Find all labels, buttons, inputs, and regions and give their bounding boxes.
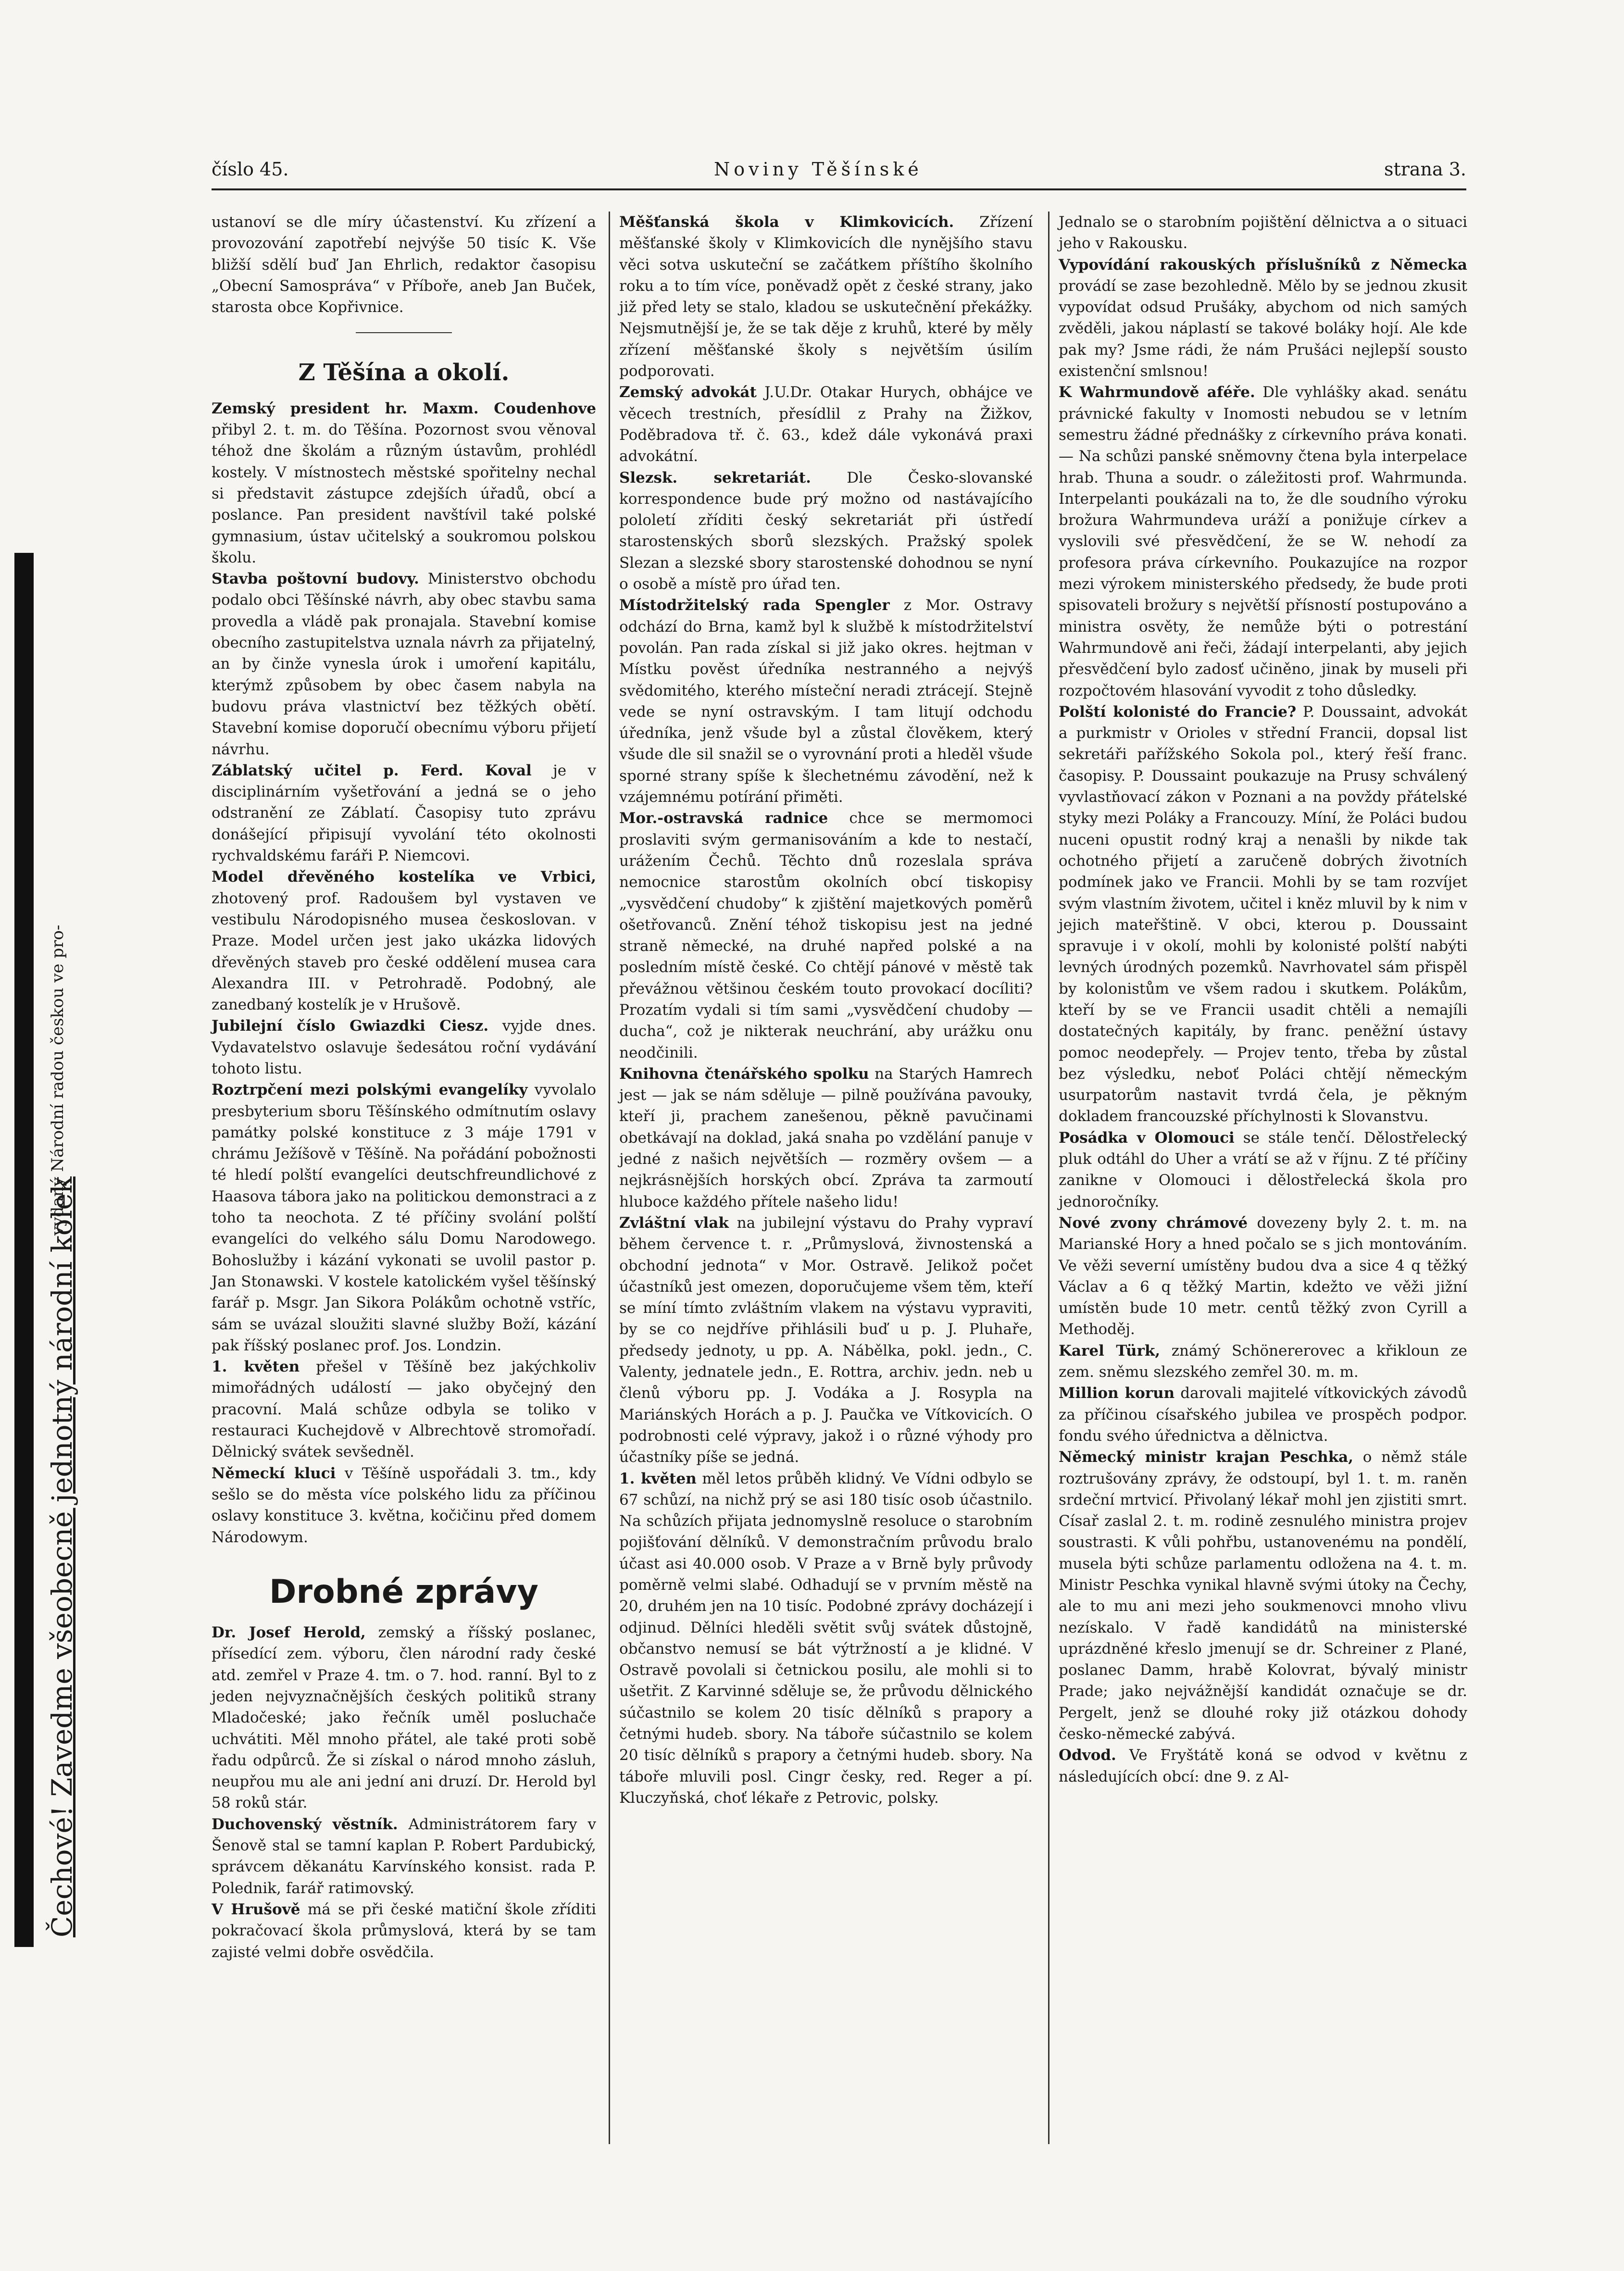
article-text: měl letos průběh klidný. Ve Vídni odbylo se 67 schůzí, na nichž prý se asi 180 tisíc osob účastnilo. Na schůzích přijata jednomyslně resoluce o starobním pojišťování dělníků. V demonstračním průvodu bralo účast asi 40.000 osob. V Praze a v Brně byly průvody poměrně velmi slabé. Odhadují se v prvním městě na 20, druhém jen na 10 tisíc. Podobné zprávy docházejí i odjinud. Dělníci hleděli světit svůj svátek důstojně, občanstvo nemusí se bát výtržností a je klidné. V Ostravě povolali si četnickou posilu, ale mohli si to ušetřit. Z Karvinné sděluje se, že průvodu dělnického súčastnilo se kolem 20 tisíc dělníků s prapory a četnými hudeb. sbory. Na táboře súčastnilo se kolem 20 tisíc dělníků s prapory a četnými hudeb. sbory. Na táboře mluvili posl. Cingr česky, red. Reger a pí. Kluczyňská, choť lékaře z Petrovic, polsky. xyxy=(619,1470,1033,1807)
article-headline: Dr. Josef Herold, xyxy=(212,1624,366,1642)
article xyxy=(1059,1127,1467,1212)
column-3 xyxy=(1059,212,1467,1787)
article-headline: Slezsk. sekretariát. xyxy=(619,469,811,487)
article-headline: Million korun xyxy=(1059,1385,1175,1402)
article-text: Ve Fryštátě koná se odvod v květnu z následujících obcí: dne 9. z Al- xyxy=(1059,1747,1467,1785)
article-text: dovezeny byly 2. t. m. na Marianské Hory a hned počalo se s jich montováním. Ve věži severní umístěny budou dva a sice 4 q těžký Václav a 6 q těžký Martin, kdežto ve věži jižní umístěn bude 10 metr. centů těžký zvon Cyrill a Methoděj. xyxy=(1059,1214,1467,1338)
article-text: v Těšíně uspořádali 3. tm., kdy sešlo se do města více polského lidu za příčinou oslavy konstituce 3. května, kočičinu před domem Národowym. xyxy=(212,1464,597,1546)
article-text: Dle Česko-slovanské korrespondence bude prý možno od nastávajícího pololetí zříditi český sekretariát při ústředí starostenských sborů slezských. Pražský spolek Slezan a slezské sbory starostenské dohodnou se nyní o osobě a místě pro úřad ten. xyxy=(619,469,1033,593)
section-title-drobne-zpravy: Drobné zprávy xyxy=(269,1572,538,1611)
article-headline: Zemský president hr. Maxm. Coudenhove xyxy=(212,399,596,417)
article xyxy=(1059,254,1467,382)
article xyxy=(619,212,1033,382)
article xyxy=(212,866,596,1015)
article-text: vyjde dnes. Vydavatelstvo oslavuje šedesátou roční vydávání tohoto listu. xyxy=(212,1017,596,1077)
article-headline: Záblatský učitel p. Ferd. Koval xyxy=(212,761,532,779)
article xyxy=(212,1622,596,1814)
article-headline: Stavba poštovní budovy. xyxy=(212,570,419,588)
article-text: je v disciplinárním vyšetřování a jedná se o jeho odstranění ze Záblatí. Časopisy tuto zprávu donášející připisují vyvolání této okolnosti rychvaldskému faráři P. Niemcovi. xyxy=(212,761,596,865)
article xyxy=(619,1063,1033,1212)
article xyxy=(1059,1745,1467,1787)
article xyxy=(1059,1447,1467,1745)
article-text: P. Doussaint, advokát a purkmistr v Orioles v střední Francii, dopsal list sekretáři pařížského Sokola pol., který řeší franc. časopisy. P. Doussaint poukazuje na Prusy schválený vyvlastňovací zákon v Poznani a na povždy přátelské styky mezi Poláky a Francouzy. Míní, že Poláci budou nuceni opustit rodný kraj a nenašli by nikde tak ochotného přijetí a zaručeně dobrých životních podmínek jako ve Francii. Mohli by se tam rozvíjet svým vlastním životem, učitel i kněz mluvil by k nim v jejich mateřštině. V obci, kterou p. Doussaint spravuje i v okolí, mohli by kolonisté polští nabýti levných úrodných pozemků. Navrhovatel sám přispěl by kolonistům ve všem radou i skutkem. Polákům, kteří by se ve Francii usadit chtěli a nemajíli dostatečných kapitály, by franc. peněžní ústavy pomoc neodepřely. — Projev tento, třeba by zůstal bez výsledku, neboť Poláci chtějí německým usurpatorům nastavit tvrdá čela, je pěkným dokladem francouzské příchylnosti k Slovanstvu. xyxy=(1059,703,1467,1125)
article-headline: Duchovenský věstník. xyxy=(212,1815,398,1833)
article-headline: Karel Türk, xyxy=(1059,1342,1161,1360)
article-text: Administrátorem fary v Šenově stal se tamní kaplan P. Robert Pardubický, správcem děkanátu Karvínského konsist. rada P. Polednik, farář ratimovský. xyxy=(212,1815,596,1897)
article-headline: Polští kolonisté do Francie? xyxy=(1059,703,1297,721)
article-text: o němž stále roztrušovány zprávy, že odstoupí, byl 1. t. m. raněn srdeční mrtvicí. Přivolaný lékař mohl jen zjistiti smrt. Císař zaslal 2. t. m. rodině zesnulého ministra projev soustrasti. K vůli pohřbu, ustanovenému na pondělí, musela býti schůze parlamentu odložena na 4. t. m. Ministr Peschka vynikal hlavně svými útoky na Čechy, ale to mu ani mezi jeho soukmenovci mnoho vlivu nezískalo. V řadě kandidátů na ministerské uprázdněné křeslo jmenují se dr. Schreiner z Plané, poslanec Damm, hrabě Kolovrat, bývalý ministr Prade; jako nejvážnější kandidát označuje se dr. Pergelt, jenž se dlouhé roky již otázkou dohody česko-německé zabývá. xyxy=(1059,1448,1467,1743)
article xyxy=(1059,701,1467,1127)
article-text: darovali majitelé vítkovických závodů za příčinou císařského jubilea ve prospěch podpor. fondu svého úřednictva a dělnictva. xyxy=(1059,1385,1467,1445)
article-headline: Zemský advokát xyxy=(619,384,757,401)
article-text: Dle vyhlášky akad. senátu právnické fakulty v Inomosti nebudou se v letním semestru žádné přednášky z církevního práva konati. — Na schůzi panské sněmovny čtena byla interpelace hrab. Thuna a soudr. o záležitosti prof. Wahrmunda. Interpelanti poukázali na to, že dle soudního výroku brožura Wahrmundeva uráží a ponižuje církev a vyslovili své přesvědčení, že se W. nehodí za profesora práva církevního. Poukazujíce na rozpor mezi výrokem ministerského předsedy, že bude proti spisovateli brožury s největší přísností postupováno a ministra osvěty, že nemůže býti o potrestání Wahrmundově ani řeči, žádají interpelanti, aby jejich přesvědčení bylo zadosť učiněno, jinak by museli při rozpočtovém hlasování vyvodit z toho důsledky. xyxy=(1059,384,1467,699)
article-headline: V Hrušově xyxy=(212,1900,300,1918)
article-headline: Vypovídání rakouských příslušníků z Německa xyxy=(1059,256,1467,274)
article xyxy=(212,1463,596,1548)
article-headline: K Wahrmundově aféře. xyxy=(1059,384,1255,401)
article-text: vyvolalo presbyterium sboru Těšínského odmítnutím oslavy památky polské konstituce z 3 máje 1791 v chrámu Ježíšově v Těšíně. Na pořádání pobožnosti té hledí polští evangelíci deutschfreundlichové z Haasova tábora jako na politickou demonstraci a z toho ta neochota. Z té příčiny svolání polští evangelíci do velkého sálu Domu Narodowego. Bohoslužby i kázání vykonati se uvolil pastor p. Jan Stonawski. V kostele katolickém vyšel těšínský farář p. Msgr. Jan Sikora Polákům ochotně vstříc, sám se uvázal sloužiti slavné služby Boží, kázání pak říšský poslanec prof. Jos. Londzin. xyxy=(212,1081,596,1354)
article-text: Zřízení měšťanské školy v Klimkovicích dle nynějšího stavu věci sotva uskuteční se začátkem příštího školního roku a to tím více, poněvadž opět z české strany, jako již před lety se stalo, kladou se uskutečnění překážky. Nejsmutnější je, že se tak děje z kruhů, které by měly zřízení měšťanské školy s největším úsilím podporovati. xyxy=(619,213,1033,380)
article xyxy=(212,1079,596,1356)
article xyxy=(619,1468,1033,1809)
column-2 xyxy=(619,212,1033,1809)
article-headline: Místodržitelský rada Spengler xyxy=(619,597,890,614)
issue-number: číslo 45. xyxy=(212,159,289,180)
article-headline: Odvod. xyxy=(1059,1747,1116,1764)
column-divider-1 xyxy=(609,212,610,2144)
article xyxy=(619,382,1033,467)
article-text: se stále tenčí. Dělostřelecký pluk odtáhl do Uher a vrátí se až v říjnu. Z té příčiny zanikne v Olomouci i dělostřelecká škola pro jednoročníky. xyxy=(1059,1129,1467,1210)
column-1 xyxy=(212,212,596,1963)
page-number: strana 3. xyxy=(1384,159,1466,180)
header-rule xyxy=(212,188,1466,190)
article xyxy=(212,1899,596,1963)
article xyxy=(1059,1383,1467,1447)
article-text: J.U.Dr. Otakar Hurych, obhájce ve věcech trestních, přesídlil z Prahy na Žižkov, Poděbradova tř. č. 63., kdež dále vykonává praxi advokátní. xyxy=(619,384,1033,465)
side-slogan: Čechové! Zavedme všeobecně jednotný národní kolek xyxy=(46,1176,78,1937)
article-headline: Knihovna čtenářského spolku xyxy=(619,1065,869,1083)
side-stamp-strip xyxy=(0,553,78,1947)
article-text: ustanoví se dle míry účastenství. Ku zřízení a provozování zapotřebí nejvýše 50 tisíc K. Vše bližší sdělí buď Jan Ehrlich, redaktor časopisu „Obecní Samospráva“ v Příboře, aneb Jan Buček, starosta obce Kopřivnice. xyxy=(212,213,596,316)
article xyxy=(619,808,1033,1063)
article xyxy=(212,568,596,760)
article-text: přibyl 2. t. m. do Těšína. Pozornost svou věnoval téhož dne školám a různým ústavům, prohlédl kostely. V místnostech městské spořitelny nechal si představit zástupce zdejších úřadů, obcí a poslance. Pan president navštívil také polské gymnasium, ústav učitelský a soukromou polskou školu. xyxy=(212,421,596,566)
article-text: má se při české matiční škole zříditi pokračovací škola průmyslová, která by se tam zajisté velmi dobře osvědčila. xyxy=(212,1900,596,1961)
article xyxy=(619,1212,1033,1468)
black-side-bar xyxy=(14,553,34,1947)
article-headline: 1. květen xyxy=(212,1358,300,1376)
article-text: přešel v Těšíně bez jakýchkoliv mimořádných událostí — jako obyčejný den pracovní. Malá schůze odbyla se toliko v restauraci Kuchejdově v Albrechtově stromořadí. Dělnický svátek sevšedněl. xyxy=(212,1358,596,1461)
side-note: vydaný Národní radou českou ve pro- xyxy=(48,924,67,1235)
article-text: provádí se zase bezohledně. Mělo by se jednou zkusit vypovídat odsud Prušáky, abychom od nich samých zvěděli, jakou náplastí se takové boláky hojí. Ale kde pak my? Jsme rádi, že nám Prušáci nejlepší sousto existenční smlsnou! xyxy=(1059,277,1467,380)
article-headline: Zvláštní vlak xyxy=(619,1214,729,1232)
article xyxy=(619,467,1033,595)
article-headline: Německí kluci xyxy=(212,1464,336,1482)
article-headline: Mor.-ostravská radnice xyxy=(619,810,828,827)
article xyxy=(212,398,596,568)
article-text: chce se mermomoci proslaviti svým germanisováním a kde to nestačí, urážením Čechů. Těchto dnů rozeslala správa nemocnice starostům okolních obcí tiskopisy „vysvědčení chudoby“ k zjištění majetkových poměrů ošetřovanců. Znění téhož tiskopisu jest na jedné straně německé, na druhé napřed polské a na posledním místě české. Co chtějí pánové v městě tak převážnou většinou českém touto provokací docíliti? Prozatím vydali si tím sami „vysvědčení chudoby — ducha“, což je nikterak neuchrání, aby urážku onu neodčinili. xyxy=(619,810,1033,1061)
article-text: zhotovený prof. Radoušem byl vystaven ve vestibulu Národopisného musea českoslovan. v Praze. Model určen jest jako ukázka lidových dřevěných staveb pro české oddělení musea cara Alexandra III. v Petrohradě. Podobný, ale zanedbaný kostelík je v Hrušově. xyxy=(212,889,596,1014)
article xyxy=(619,595,1033,808)
article-headline: Nové zvony chrámové xyxy=(1059,1214,1248,1232)
article-text: známý Schönererovec a křikloun ze zem. sněmu slezského zemřel 30. m. m. xyxy=(1059,1342,1467,1381)
page-header xyxy=(212,159,1466,187)
newspaper-title: Noviny Těšínské xyxy=(714,159,923,180)
article xyxy=(212,1015,596,1079)
article xyxy=(1059,1340,1467,1383)
article-text: na jubilejní výstavu do Prahy vypraví během července t. r. „Průmyslová, živnostenská a obchodní jednota“ v Mor. Ostravě. Jelikož počet účastníků jest omezen, doporučujeme všem těm, kteří se míní tímto zvláštním vlakem na výstavu vypraviti, by se co nejdříve přihlásili buď u p. J. Pluhaře, předsedy jednoty, u pp. A. Nábělka, pokl. jedn., C. Valenty, jednatele jedn., E. Rottra, archiv. jedn. neb u členů výboru pp. J. Vodáka a J. Rosypla na Mariánských Horách a p. J. Paučka ve Vítkovicích. O podrobnosti celé výpravy, jakož i o různé výhody pro účastníky píše se jedná. xyxy=(619,1214,1033,1466)
article-headline: Jubilejní číslo Gwiazdki Ciesz. xyxy=(212,1017,489,1035)
article-headline: Posádka v Olomouci xyxy=(1059,1129,1235,1147)
article-headline: Měšťanská škola v Klimkovicích. xyxy=(619,213,954,231)
article-headline: 1. květen xyxy=(619,1470,697,1487)
column-divider-2 xyxy=(1048,212,1049,2144)
article-headline: Roztrpčení mezi polskými evangelíky xyxy=(212,1081,528,1099)
article-headline: Německý ministr krajan Peschka, xyxy=(1059,1448,1354,1466)
article xyxy=(1059,1212,1467,1340)
section-heading: Z Těšína a okolí. xyxy=(298,359,510,387)
separator xyxy=(356,332,452,333)
article xyxy=(212,760,596,866)
article-text: na Starých Hamrech jest — jak se nám sděluje — pilně používána pavouky, kteří ji, prachem zanešenou, pěkně pavučinami obetkávají na doklad, jaká snaha po vzdělání panuje v jedné z našich největších — rozměry ovšem — a nejkrásnějších horských obcí. Zpráva ta zarmoutí hluboce každého přítele našeho lidu! xyxy=(619,1065,1033,1210)
article-text: zemský a říšský poslanec, přísedící zem. výboru, člen národní rady české atd. zemřel v Praze 4. tm. o 7. hod. ranní. Byl to z jeden nejvyznačnějších českých politiků strany Mladočeské; jako řečník uměl posluchače uchvátiti. Měl mnoho přátel, ale také proti sobě řadu odpůrců. Že si získal o národ mnoho zásluh, neupřou mu ale ani jední ani druzí. Dr. Herold byl 58 roků stár. xyxy=(212,1624,596,1812)
article-text: Ministerstvo obchodu podalo obci Těšínské návrh, aby obec stavbu sama provedla a vládě pak pronajala. Stavební komise obecního zastupitelstva uznala návrh za přijatelný, an by činže vynesla úrok i umoření kapitálu, kterýmž způsobem by obec časem nabyla na budovu práva vlastnictví bez těžkých obětí. Stavební komise doporučí obecnímu výboru přijetí návrhu. xyxy=(212,570,596,758)
article-text: Jednalo se o starobním pojištění dělnictva a o situaci jeho v Rakousku. xyxy=(1059,213,1467,252)
article xyxy=(212,1356,596,1462)
article-text: z Mor. Ostravy odchází do Brna, kamž byl k službě k místodržitelství povolán. Pan rada získal si již jako okres. hejtman v Místku pověst úředníka nestranného a nejvýš svědomitého, kterého místeční neradi ztrácejí. Stejně vede se nyní ostravským. I tam litují odchodu úředníka, jenž všude byl a zůstal člověkem, který všude dle sil snažil se o vyrovnání proti a hleděl všude sporné strany spíše k šlechetnému závodění, než k vzájemnému potírání přiměti. xyxy=(619,597,1033,806)
article-headline: Model dřevěného kostelíka ve Vrbici, xyxy=(212,868,596,886)
article xyxy=(1059,382,1467,701)
article xyxy=(212,1814,596,1899)
